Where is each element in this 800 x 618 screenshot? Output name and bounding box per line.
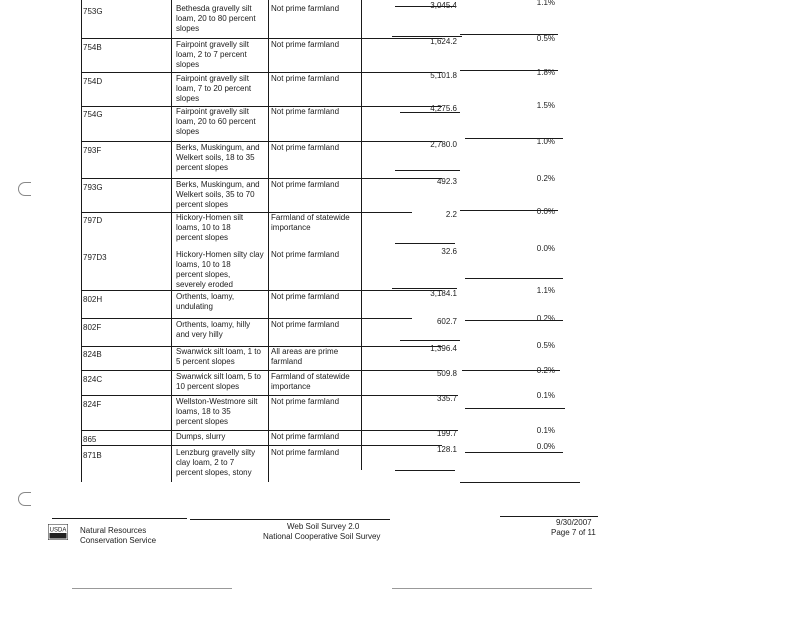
row-separator-line [82,178,442,179]
acres-value: 509.8 [436,369,457,378]
row-separator-line [460,482,580,483]
percent-of-area: 1.1% [536,0,555,7]
map-unit-name: Orthents, loamy, undulating [176,292,235,311]
farmland-class: Not prime farmland [271,4,340,13]
acres-value: 492.3 [436,177,457,186]
farmland-class: Not prime farmland [271,107,340,116]
percent-of-area: 0.1% [536,426,555,435]
map-unit-name: Swanwick silt loam, 5 to 10 percent slopes [176,372,261,391]
row-separator-line [465,278,563,279]
map-unit-symbol: 754D [83,77,103,86]
map-unit-name: Berks, Muskingum, and Welkert soils, 35 to 70 percent slopes [176,180,260,209]
acres-value: 335.7 [436,394,457,403]
acres-value: 4,275.6 [430,104,457,113]
percent-of-area: 1.8% [536,68,555,77]
map-unit-symbol: 754B [83,43,102,52]
map-unit-name: Bethesda gravelly silt loam, 20 to 80 percent slopes [176,4,256,33]
row-separator-line [82,141,442,142]
map-unit-symbol: 824F [83,400,102,409]
acres-value: 199.7 [436,429,457,438]
percent-of-area: 1.0% [536,137,555,146]
print-date: 9/30/2007 [556,518,592,527]
acres-value: 3,045.4 [430,1,457,10]
farmland-class: Not prime farmland [271,432,340,441]
farmland-class: Not prime farmland [271,143,340,152]
map-unit-symbol: 754G [83,110,103,119]
farmland-class: Farmland of statewide importance [271,213,350,232]
farmland-class: Not prime farmland [271,448,340,457]
map-unit-symbol: 865 [83,435,97,444]
percent-of-area: 0.2% [536,174,555,183]
farmland-class: Not prime farmland [271,320,340,329]
percent-of-area: 0.5% [536,341,555,350]
row-separator-line [82,318,412,319]
percent-of-area: 0.1% [536,391,555,400]
row-separator-line [82,38,442,39]
map-unit-name: Berks, Muskingum, and Welkert soils, 18 to 35 percent slopes [176,143,260,172]
percent-of-area: 0.2% [536,366,555,375]
percent-of-area: 0.0% [536,442,555,451]
row-separator-line [82,370,442,371]
farmland-class: Not prime farmland [271,74,340,83]
footer-rule-right [500,516,598,517]
acres-value: 1,396.4 [430,344,457,353]
survey-title: Web Soil Survey 2.0 [287,522,360,531]
map-unit-symbol: 793G [83,183,103,192]
scan-artifact-left [72,588,232,589]
farmland-class: Not prime farmland [271,250,340,259]
map-unit-name: Wellston-Westmore silt loams, 18 to 35 percent slopes [176,397,258,426]
acres-value: 602.7 [436,317,457,326]
footer-rule-mid [190,519,390,520]
map-unit-symbol: 802F [83,323,102,332]
scan-artifact-right [392,588,592,589]
map-unit-symbol: 802H [83,295,103,304]
footer-rule-left [52,518,187,519]
row-separator-line [395,243,455,244]
map-unit-name: Hickory-Homen silty clay loams, 10 to 18 percent slopes, severely eroded [176,250,264,289]
farmland-class: Farmland of statewide importance [271,372,350,391]
map-unit-name: Dumps, slurry [176,432,226,441]
acres-value: 32.6 [441,247,457,256]
agency-name-line2: Conservation Service [80,536,157,545]
map-unit-name: Swanwick silt loam, 1 to 5 percent slopes [176,347,261,366]
row-separator-line [82,290,442,291]
map-unit-name: Lenzburg gravelly silty clay loam, 2 to 7 percent slopes, stony [176,448,256,477]
row-separator-line [465,452,563,453]
binder-hole-top [18,182,31,196]
map-unit-symbol: 824B [83,350,102,359]
percent-of-area: 0.2% [536,314,555,323]
map-unit-symbol: 753G [83,7,103,16]
row-separator-line [82,72,442,73]
map-unit-name: Orthents, loamy, hilly and very hilly [176,320,251,339]
farmland-class: All areas are prime farmland [271,347,339,366]
usda-logo [48,524,68,540]
acres-value: 3,184.1 [430,289,457,298]
row-separator-line [82,395,442,396]
percent-of-area: 0.0% [536,244,555,253]
acres-value: 2,780.0 [430,140,457,149]
map-unit-name: Fairpoint gravelly silt loam, 2 to 7 percent slopes [176,40,249,69]
survey-subtitle: National Cooperative Soil Survey [263,532,381,541]
farmland-class: Not prime farmland [271,397,340,406]
binder-hole-bottom [18,492,31,506]
percent-of-area: 1.1% [536,286,555,295]
map-unit-symbol: 797D3 [83,253,107,262]
row-separator-line [465,408,565,409]
usda-logo-text: USDA [49,527,67,534]
percent-of-area: 1.5% [536,101,555,110]
percent-of-area: 0.5% [536,34,555,43]
row-separator-line [400,340,460,341]
percent-of-area: 0.0% [536,207,555,216]
farmland-class: Not prime farmland [271,40,340,49]
map-unit-symbol: 871B [83,451,102,460]
acres-value: 128.1 [436,445,457,454]
agency-name-line1: Natural Resources [80,526,147,535]
map-unit-symbol: 824C [83,375,103,384]
farmland-class: Not prime farmland [271,180,340,189]
acres-value: 5,101.8 [430,71,457,80]
map-unit-name: Fairpoint gravelly silt loam, 7 to 20 percent slopes [176,74,252,103]
row-separator-line [395,170,460,171]
acres-value: 1,624.2 [430,37,457,46]
map-unit-symbol: 797D [83,216,103,225]
row-separator-line [395,470,455,471]
acres-value: 2.2 [445,210,457,219]
row-separator-line [82,430,422,431]
row-separator-line [82,445,442,446]
farmland-class: Not prime farmland [271,292,340,301]
page-number: Page 7 of 11 [551,528,596,537]
map-unit-symbol: 793F [83,146,102,155]
map-unit-name: Fairpoint gravelly silt loam, 20 to 60 percent slopes [176,107,256,136]
map-unit-name: Hickory-Homen silt loams, 10 to 18 percent slopes [176,213,244,242]
